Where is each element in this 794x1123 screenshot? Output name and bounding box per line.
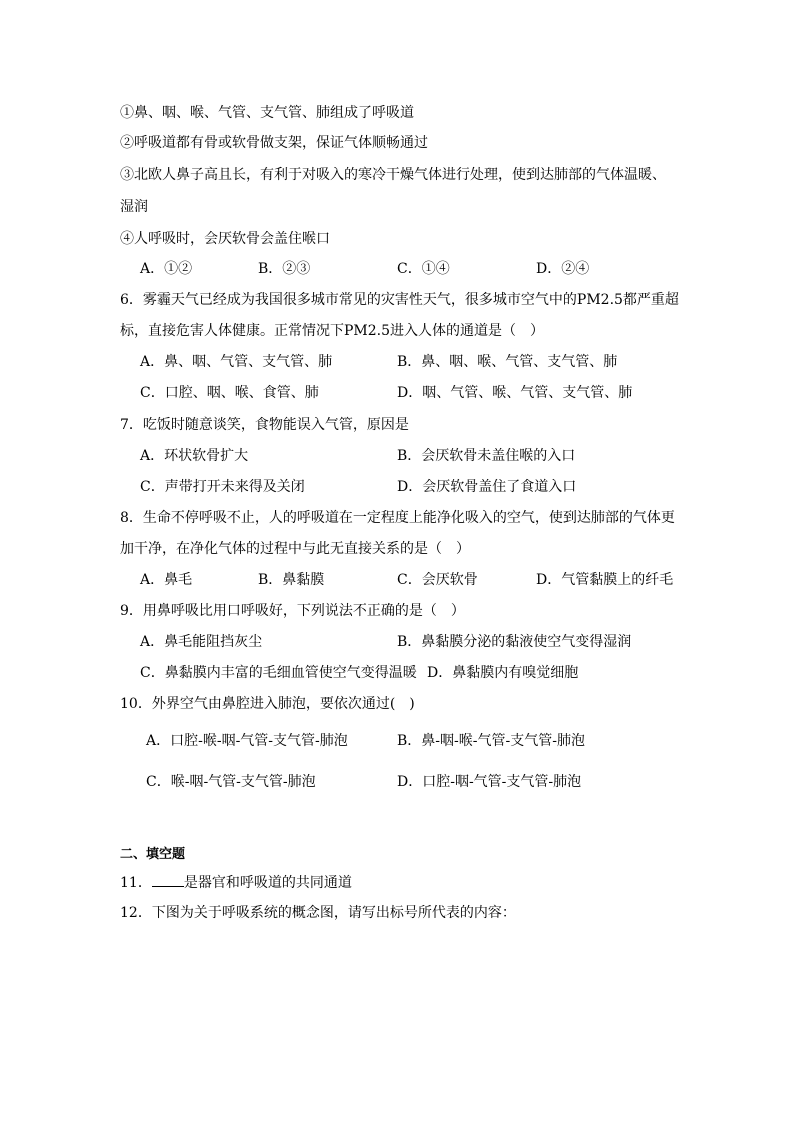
q11-text: 是器官和呼吸道的共同通道 xyxy=(183,875,352,891)
q6-stem-2: 标，直接危害人体健康。正常情况下PM2.5进入人体的通道是（ ） xyxy=(120,323,545,339)
q8-option-d: D．气管黏膜上的纤毛 xyxy=(536,572,674,588)
statement-1: ①鼻、咽、喉、气管、支气管、肺组成了呼吸道 xyxy=(120,105,414,121)
answer-blank[interactable] xyxy=(152,871,184,887)
q10-stem: 10．外界空气由鼻腔进入肺泡，要依次通过( ) xyxy=(120,696,415,712)
statement-3: ③北欧人鼻子高且长，有利于对吸入的寒冷干燥气体进行处理，使到达肺部的气体温暖、 xyxy=(120,167,666,183)
q5-option-d: D．②④ xyxy=(536,261,590,277)
q8-option-a: A．鼻毛 xyxy=(140,572,193,588)
q7-option-b: B．会厌软骨未盖住喉的入口 xyxy=(397,448,576,464)
q7-option-a: A．环状软骨扩大 xyxy=(140,448,249,464)
q6-option-c: C．口腔、咽、喉、食管、肺 xyxy=(140,385,319,401)
q8-option-c: C．会厌软骨 xyxy=(397,572,478,588)
q10-option-c: C．喉-咽-气管-支气管-肺泡 xyxy=(146,774,316,790)
q7-stem: 7．吃饭时随意谈笑，食物能误入气管，原因是 xyxy=(120,417,409,433)
section-title-fill-blank: 二、填空题 xyxy=(120,847,186,862)
q12-stem: 12．下图为关于呼吸系统的概念图，请写出标号所代表的内容： xyxy=(120,905,516,921)
q8-option-b: B．鼻黏膜 xyxy=(258,572,325,588)
q10-option-a: A．口腔-喉-咽-气管-支气管-肺泡 xyxy=(146,733,348,749)
q5-option-a: A．①② xyxy=(140,261,193,277)
q6-option-d: D．咽、气管、喉、气管、支气管、肺 xyxy=(397,385,633,401)
q6-option-a: A．鼻、咽、气管、支气管、肺 xyxy=(140,354,333,370)
q9-option-a: A．鼻毛能阻挡灰尘 xyxy=(140,634,263,650)
q8-stem-2: 加干净，在净化气体的过程中与此无直接关系的是（ ） xyxy=(120,541,470,557)
q11-number: 11． xyxy=(120,875,152,891)
q5-option-c: C．①④ xyxy=(397,261,450,277)
statement-2: ②呼吸道都有骨或软骨做支架，保证气体顺畅通过 xyxy=(120,135,428,151)
q5-option-b: B．②③ xyxy=(258,261,311,277)
q10-option-b: B．鼻-咽-喉-气管-支气管-肺泡 xyxy=(397,733,585,749)
statement-4: ④人呼吸时，会厌软骨会盖住喉口 xyxy=(120,231,330,247)
q9-option-c: C．鼻黏膜内丰富的毛细血管使空气变得温暖 xyxy=(140,665,417,681)
statement-3-cont: 湿润 xyxy=(120,199,148,215)
q7-option-c: C．声带打开未来得及关闭 xyxy=(140,479,305,495)
q6-option-b: B．鼻、咽、喉、气管、支气管、肺 xyxy=(397,354,618,370)
q9-stem: 9．用鼻呼吸比用口呼吸好，下列说法不正确的是（ ） xyxy=(120,603,465,619)
q10-option-d: D．口腔-咽-气管-支气管-肺泡 xyxy=(397,774,582,790)
q11 xyxy=(120,871,352,893)
q9-option-d: D．鼻黏膜内有嗅觉细胞 xyxy=(427,665,579,681)
q9-option-b: B．鼻黏膜分泌的黏液使空气变得湿润 xyxy=(397,634,632,650)
q6-stem-1: 6．雾霾天气已经成为我国很多城市常见的灾害性天气，很多城市空气中的PM2.5都严重超 xyxy=(120,292,679,308)
q8-stem-1: 8．生命不停呼吸不止，人的呼吸道在一定程度上能净化吸入的空气，使到达肺部的气体更 xyxy=(120,510,675,526)
q7-option-d: D．会厌软骨盖住了食道入口 xyxy=(397,479,577,495)
